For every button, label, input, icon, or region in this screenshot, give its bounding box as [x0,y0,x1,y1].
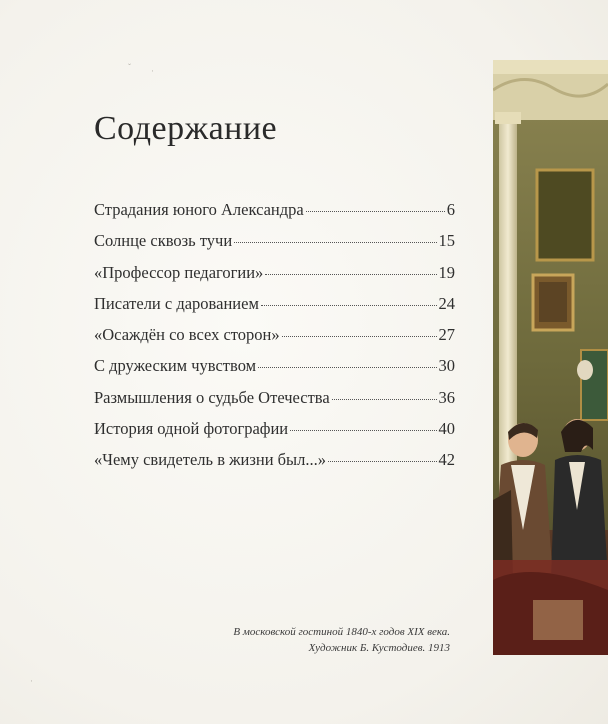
toc-entry-title: «Осаждён со всех сторон» [94,325,280,345]
toc-entry-title: История одной фотографии [94,419,289,439]
toc-entry-page: 15 [438,231,455,251]
toc-entry [94,325,455,356]
toc-leader-dots [258,367,436,368]
toc-entry [94,388,455,419]
toc-entry-title: «Профессор педагогии» [94,262,264,282]
toc-leader-dots [282,336,437,337]
caption-line-2: Художник Б. Кустодиев. 1913 [308,642,450,654]
toc-entry-title: «Чему свидетель в жизни был...» [94,450,326,470]
toc-entry-page: 42 [438,450,455,470]
toc-entry-title: Писатели с дарованием [94,293,259,313]
toc-entry [94,263,455,294]
toc-entry-title: Страдания юного Александра [94,200,304,219]
toc-leader-dots [306,211,445,212]
paper-speck: · [30,676,33,686]
toc-entry-page: 24 [438,293,455,313]
paper-speck: ˇ [128,62,131,72]
page-title: Содержание [94,110,278,147]
painting-image [493,60,608,655]
toc-leader-dots [332,399,437,400]
toc-entry-page: 6 [446,200,455,219]
toc-leader-dots [261,305,437,306]
toc-entry [94,294,455,325]
toc-entry-page: 19 [438,262,455,282]
toc-entry-page: 27 [438,325,455,345]
toc-entry-title: С дружеским чувством [94,356,257,376]
toc-entry [94,450,455,481]
toc-entry-page: 40 [438,419,455,439]
toc-leader-dots [265,274,436,275]
toc-leader-dots [234,242,436,243]
illustration-caption [233,624,450,656]
paper-speck: · [151,66,154,76]
toc-entry-title: Солнце сквозь тучи [94,231,233,251]
caption-line-1: В московской гостиной 1840-х годов XIX века. [233,626,450,638]
toc-entry-page: 30 [438,356,455,376]
toc-entry [94,231,455,262]
table-of-contents [94,200,455,482]
toc-entry [94,200,455,231]
painting-illustration [493,60,608,655]
toc-entry [94,419,455,450]
toc-leader-dots [328,461,437,462]
toc-entry-title: Размышления о судьбе Отечества [94,387,330,407]
toc-entry [94,356,455,387]
toc-leader-dots [290,430,436,431]
toc-entry-page: 36 [438,387,455,407]
